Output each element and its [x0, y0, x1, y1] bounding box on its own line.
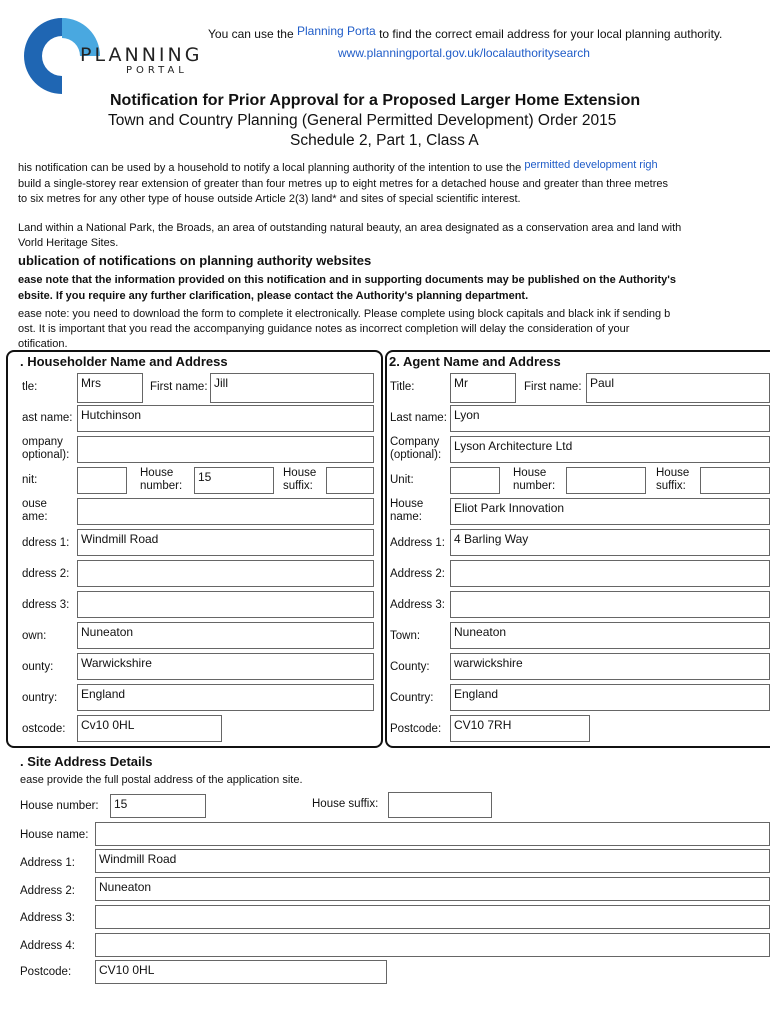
- applicant-last-name-label: ast name:: [22, 412, 73, 424]
- agent-heading: 2. Agent Name and Address: [389, 354, 561, 369]
- site-address2-field[interactable]: Nuneaton: [95, 877, 770, 901]
- agent-house-name-label: House name:: [390, 498, 424, 523]
- applicant-postcode-label: ostcode:: [22, 723, 66, 735]
- agent-address2-label: Address 2:: [390, 568, 445, 580]
- site-address4-label: Address 4:: [20, 940, 75, 952]
- applicant-house-suffix-label: House suffix:: [283, 467, 317, 492]
- applicant-house-suffix-field[interactable]: [326, 467, 374, 494]
- agent-house-number-field[interactable]: [566, 467, 646, 494]
- site-house-name-field[interactable]: [95, 822, 770, 846]
- site-address-instruction: ease provide the full postal address of the application site.: [20, 774, 303, 786]
- applicant-address3-label: ddress 3:: [22, 599, 70, 611]
- intro-line-1: his notification can be used by a household to notify a local planning authority of the intention to use the permitted development righ: [18, 159, 658, 174]
- applicant-address2-label: ddress 2:: [22, 568, 70, 580]
- publication-bold-2: ebsite. If you require any further clarification, please contact the Authority's planning department.: [18, 290, 529, 302]
- applicant-county-field[interactable]: Warwickshire: [77, 653, 374, 680]
- applicant-address1-label: ddress 1:: [22, 537, 70, 549]
- agent-first-name-field[interactable]: Paul: [586, 373, 770, 403]
- applicant-house-name-field[interactable]: [77, 498, 374, 525]
- agent-company-label: Company (optional):: [390, 436, 442, 461]
- publication-note-2: ost. It is important that you read the accompanying guidance notes as incorrect completion will delay the consideration of your: [18, 323, 630, 335]
- site-house-number-label: House number:: [20, 800, 99, 812]
- agent-unit-label: Unit:: [390, 474, 414, 486]
- applicant-town-label: own:: [22, 630, 47, 642]
- intro-line-3: to six metres for any other type of house outside Article 2(3) land* and sites of special scientific interest.: [18, 193, 521, 205]
- applicant-house-number-field[interactable]: 15: [194, 467, 274, 494]
- applicant-last-name-field[interactable]: Hutchinson: [77, 405, 374, 432]
- agent-postcode-field[interactable]: CV10 7RH: [450, 715, 590, 742]
- site-house-suffix-field[interactable]: [388, 792, 492, 818]
- site-address1-field[interactable]: Windmill Road: [95, 849, 770, 873]
- agent-country-field[interactable]: England: [450, 684, 770, 711]
- applicant-country-label: ountry:: [22, 692, 58, 704]
- applicant-company-field[interactable]: [77, 436, 374, 463]
- agent-town-field[interactable]: Nuneaton: [450, 622, 770, 649]
- logo-subtext: PORTAL: [126, 65, 188, 76]
- site-postcode-label: Postcode:: [20, 966, 72, 978]
- agent-town-label: Town:: [390, 630, 421, 642]
- local-authority-search-link[interactable]: www.planningportal.gov.uk/localauthoritysearch: [338, 46, 590, 60]
- applicant-house-number-label: House number:: [140, 467, 183, 492]
- agent-house-name-field[interactable]: Eliot Park Innovation: [450, 498, 770, 525]
- intro-line-2: build a single-storey rear extension of greater than four metres up to eight metres for a detached house and greater than three metres: [18, 178, 668, 190]
- logo-text: PLANNING: [80, 44, 203, 66]
- site-address1-label: Address 1:: [20, 857, 75, 869]
- agent-unit-field[interactable]: [450, 467, 500, 494]
- intro-line-5: Vorld Heritage Sites.: [18, 237, 119, 249]
- site-postcode-field[interactable]: CV10 0HL: [95, 960, 387, 984]
- publication-bold-1: ease note that the information provided on this notification and in supporting documents may be published on the Authority's: [18, 274, 676, 286]
- applicant-company-label: ompany optional):: [22, 436, 70, 461]
- site-house-name-label: House name:: [20, 829, 89, 841]
- applicant-unit-label: nit:: [22, 474, 38, 486]
- agent-country-label: Country:: [390, 692, 434, 704]
- applicant-country-field[interactable]: England: [77, 684, 374, 711]
- header-intro-text: You can use the Planning Porta to find the correct email address for your local planning authority.: [208, 24, 723, 41]
- agent-address1-label: Address 1:: [390, 537, 445, 549]
- permitted-development-link[interactable]: permitted development righ: [524, 159, 658, 171]
- agent-house-suffix-label: House suffix:: [656, 467, 690, 492]
- agent-last-name-field[interactable]: Lyon: [450, 405, 770, 432]
- agent-last-name-label: Last name:: [390, 412, 447, 424]
- agent-address2-field[interactable]: [450, 560, 770, 587]
- site-address3-field[interactable]: [95, 905, 770, 929]
- applicant-house-name-label: ouse ame:: [22, 498, 48, 523]
- form-title: Notification for Prior Approval for a Proposed Larger Home Extension: [110, 92, 641, 109]
- householder-heading: . Householder Name and Address: [20, 354, 228, 369]
- planning-portal-link[interactable]: Planning Porta: [296, 24, 376, 38]
- applicant-title-label: tle:: [22, 381, 38, 393]
- agent-address3-field[interactable]: [450, 591, 770, 618]
- applicant-address2-field[interactable]: [77, 560, 374, 587]
- agent-postcode-label: Postcode:: [390, 723, 442, 735]
- agent-county-field[interactable]: warwickshire: [450, 653, 770, 680]
- applicant-town-field[interactable]: Nuneaton: [77, 622, 374, 649]
- form-schedule: Schedule 2, Part 1, Class A: [290, 132, 479, 149]
- site-address-heading: . Site Address Details: [20, 754, 153, 769]
- site-address3-label: Address 3:: [20, 912, 75, 924]
- agent-first-name-label: First name:: [524, 381, 582, 393]
- agent-county-label: County:: [390, 661, 430, 673]
- applicant-address1-field[interactable]: Windmill Road: [77, 529, 374, 556]
- site-address2-label: Address 2:: [20, 885, 75, 897]
- form-subtitle: Town and Country Planning (General Permitted Development) Order 2015: [108, 112, 617, 129]
- site-address4-field[interactable]: [95, 933, 770, 957]
- publication-note-3: otification.: [18, 338, 68, 350]
- agent-company-field[interactable]: Lyson Architecture Ltd: [450, 436, 770, 463]
- planning-portal-logo: [22, 16, 212, 96]
- intro-line-4: Land within a National Park, the Broads, an area of outstanding natural beauty, an area designated as a conservation area and land with: [18, 222, 682, 234]
- agent-house-suffix-field[interactable]: [700, 467, 770, 494]
- applicant-first-name-label: First name:: [150, 381, 208, 393]
- site-house-suffix-label: House suffix:: [312, 798, 379, 810]
- applicant-unit-field[interactable]: [77, 467, 127, 494]
- site-house-number-field[interactable]: 15: [110, 794, 206, 818]
- agent-address3-label: Address 3:: [390, 599, 445, 611]
- applicant-title-field[interactable]: Mrs: [77, 373, 143, 403]
- publication-heading: ublication of notifications on planning authority websites: [18, 253, 372, 268]
- agent-title-label: Title:: [390, 381, 415, 393]
- applicant-address3-field[interactable]: [77, 591, 374, 618]
- publication-note-1: ease note: you need to download the form to complete it electronically. Please complete using block capitals and black ink if sending b: [18, 308, 671, 320]
- agent-house-number-label: House number:: [513, 467, 556, 492]
- agent-address1-field[interactable]: 4 Barling Way: [450, 529, 770, 556]
- agent-title-field[interactable]: Mr: [450, 373, 516, 403]
- applicant-first-name-field[interactable]: Jill: [210, 373, 374, 403]
- applicant-county-label: ounty:: [22, 661, 54, 673]
- applicant-postcode-field[interactable]: Cv10 0HL: [77, 715, 222, 742]
